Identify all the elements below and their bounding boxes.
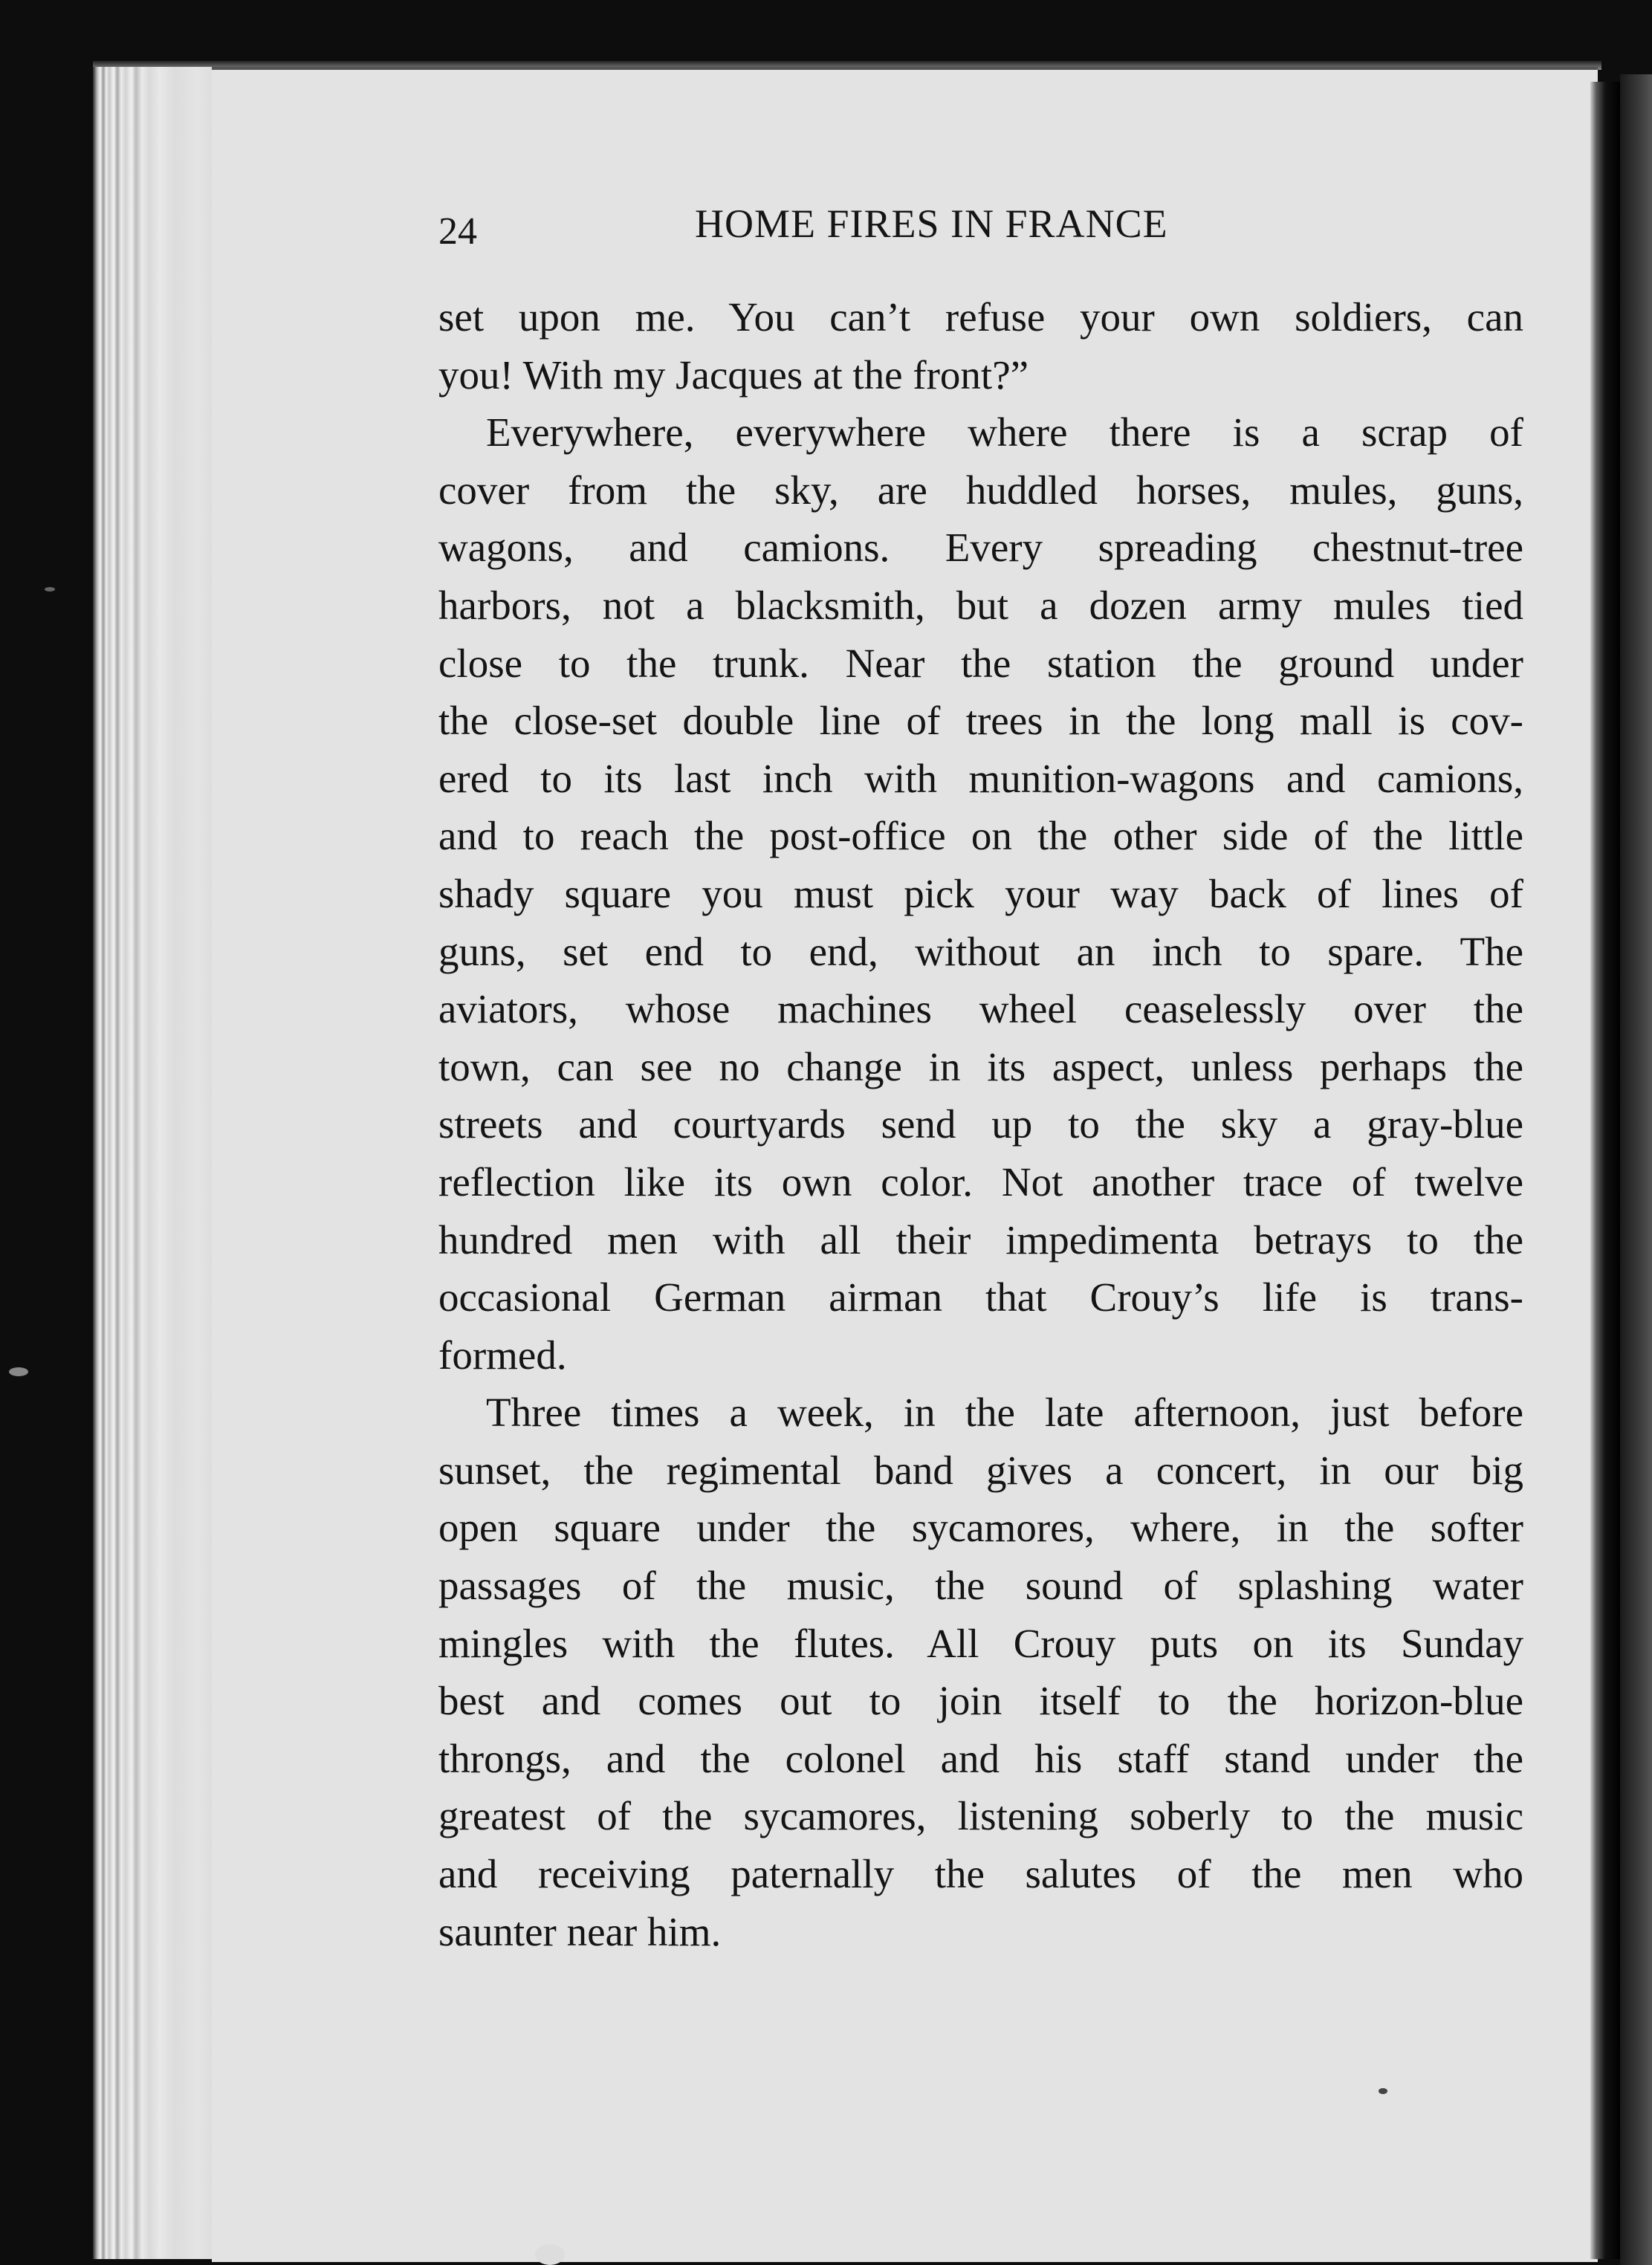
running-head: HOME FIRES IN FRANCE — [695, 201, 1168, 246]
paragraph-3 — [438, 1384, 1523, 1960]
text-line: you! With my Jacques at the front?” — [438, 351, 1029, 398]
right-binding-shadow — [1590, 82, 1620, 2259]
text-line: saunter near him. — [438, 1908, 722, 1954]
text-line: Three times a week, in the late afternoon, just before — [486, 1390, 1523, 1436]
scan-speck — [1379, 2088, 1387, 2094]
text-line: ered to its last inch with munition-wagons and camions, — [438, 755, 1523, 801]
scan-speck — [535, 2244, 565, 2265]
text-line: throngs, and the colonel and his staff stand under the — [438, 1735, 1523, 1781]
text-line: wagons, and camions. Every spreading chestnut-tree — [438, 525, 1523, 571]
paragraph-2 — [438, 404, 1523, 1384]
text-line: cover from the sky, are huddled horses, mules, guns, — [438, 467, 1523, 513]
text-line: close to the trunk. Near the station the ground under — [438, 640, 1523, 686]
text-line: formed. — [438, 1332, 567, 1378]
text-line: occasional German airman that Crouy’s life is trans- — [438, 1274, 1523, 1321]
text-line: aviators, whose machines wheel ceaselessly over the — [438, 986, 1523, 1032]
scan-speck — [9, 1367, 28, 1376]
text-line: passages of the music, the sound of splashing water — [438, 1563, 1523, 1609]
text-line: guns, set end to end, without an inch to spare. The — [438, 928, 1523, 974]
text-line: best and comes out to join itself to the horizon-blue — [438, 1678, 1523, 1724]
text-line: and receiving paternally the salutes of the men who — [438, 1851, 1523, 1897]
text-line: Everywhere, everywhere where there is a scrap of — [486, 409, 1523, 456]
text-line: and to reach the post-office on the other side of the little — [438, 813, 1523, 859]
paragraph-1 — [438, 288, 1523, 404]
page-header — [438, 201, 1523, 260]
text-line: mingles with the flutes. All Crouy puts on its Sunday — [438, 1620, 1523, 1666]
book-page-edges — [93, 67, 212, 2259]
text-line: shady square you must pick your way back of lines of — [438, 870, 1523, 916]
text-line: sunset, the regimental band gives a concert, in our big — [438, 1447, 1523, 1493]
body-text — [438, 288, 1523, 1960]
text-line: greatest of the sycamores, listening soberly to the music — [438, 1793, 1523, 1839]
text-line: harbors, not a blacksmith, but a dozen army mules tied — [438, 582, 1523, 628]
text-line: streets and courtyards send up to the sky a gray-blue — [438, 1101, 1523, 1147]
text-line: hundred men with all their impedimenta betrays to the — [438, 1216, 1523, 1263]
next-page-edge — [1620, 74, 1652, 2265]
scan-speck — [45, 587, 55, 592]
text-line: town, can see no change in its aspect, unless perhaps the — [438, 1043, 1523, 1089]
text-line: reflection like its own color. Not another trace of twelve — [438, 1159, 1523, 1205]
page-number: 24 — [438, 210, 477, 253]
text-line: open square under the sycamores, where, in the softer — [438, 1505, 1523, 1551]
text-line: the close-set double line of trees in the long mall is cov- — [438, 698, 1523, 744]
text-line: set upon me. You can’t refuse your own soldiers, can — [438, 294, 1523, 340]
